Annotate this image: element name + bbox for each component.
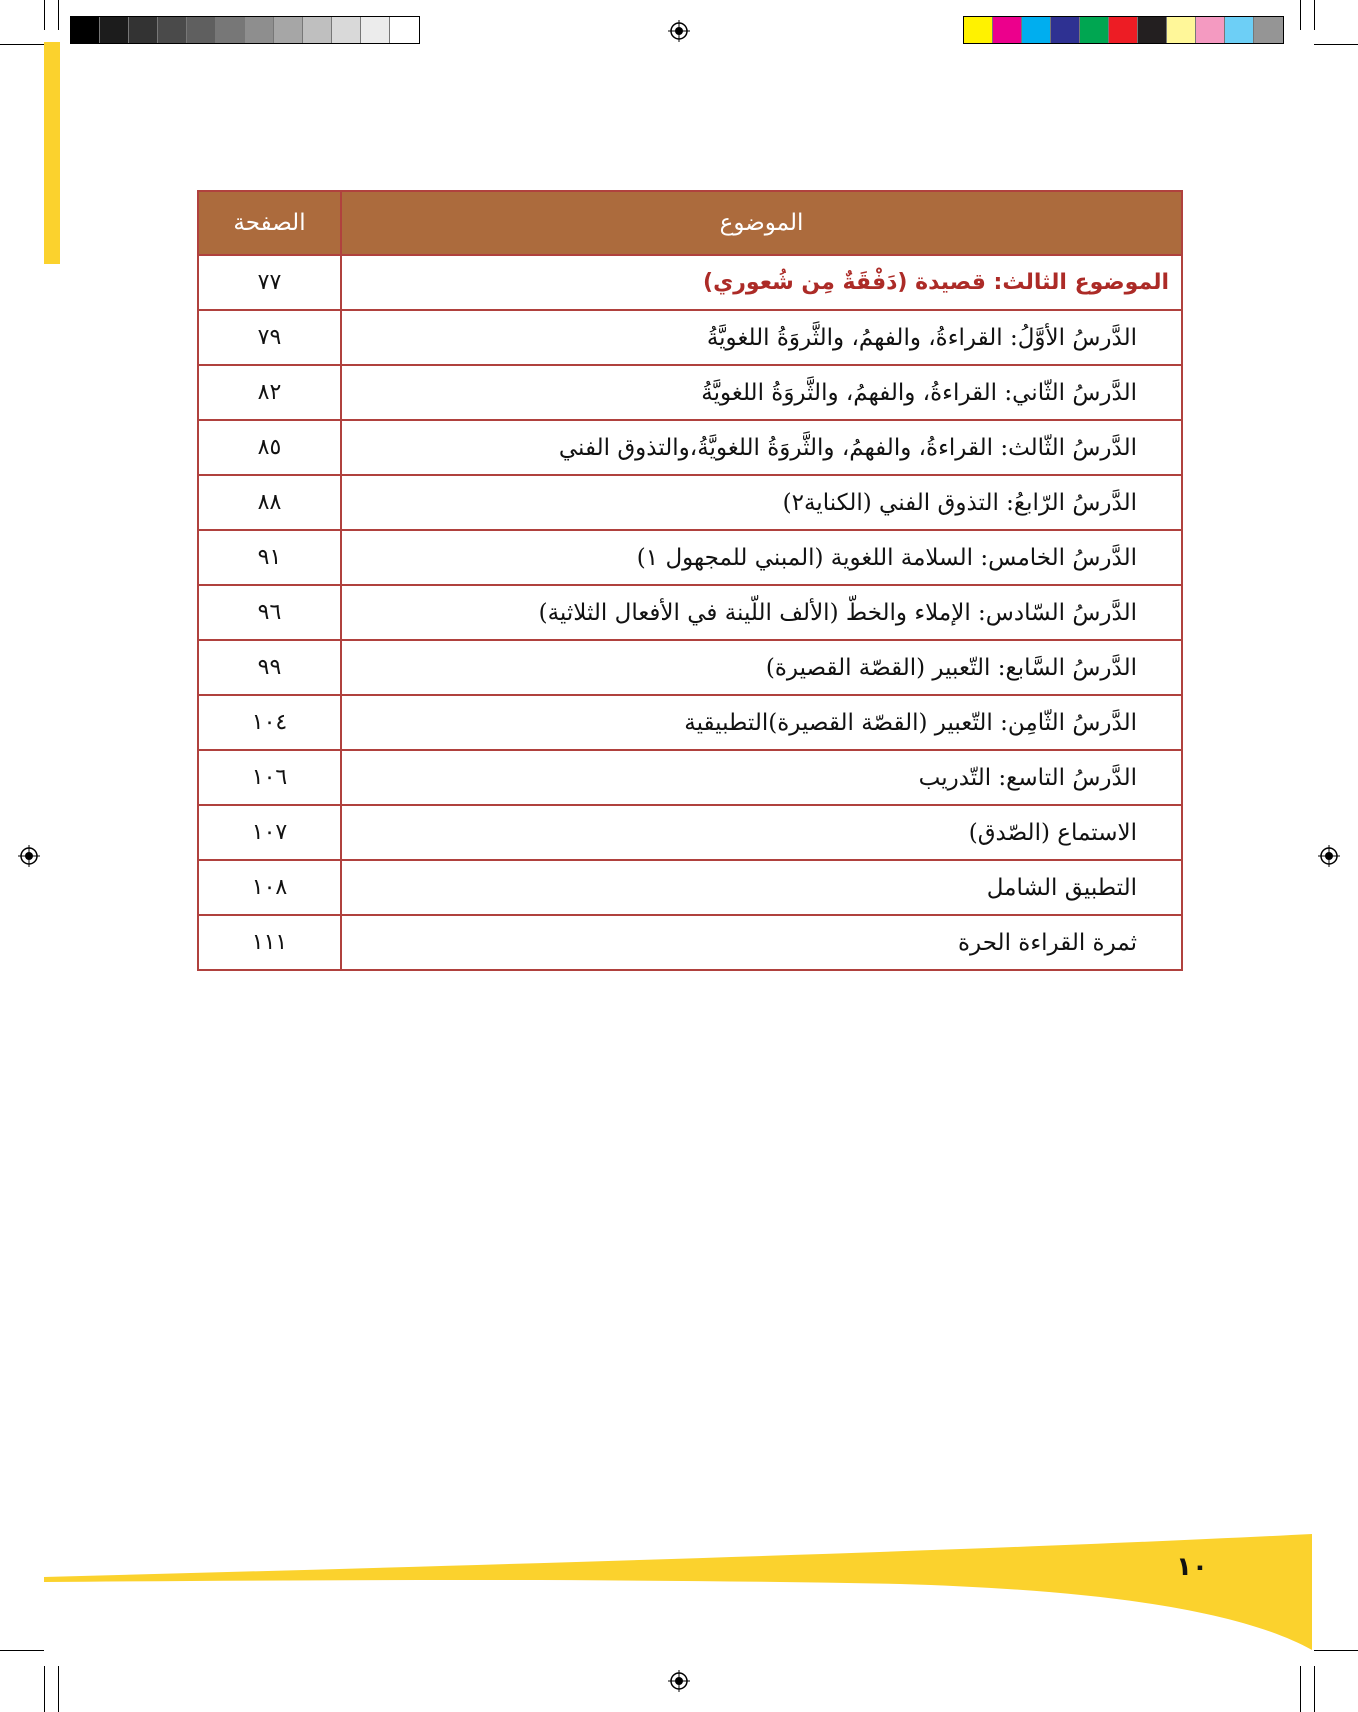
color-swatch: [216, 17, 245, 43]
color-swatch: [1138, 17, 1167, 43]
page-cell: ١١١: [198, 915, 341, 970]
registration-mark-icon: [668, 20, 690, 42]
page-cell: ١٠٦: [198, 750, 341, 805]
registration-mark-icon: [18, 845, 40, 867]
topic-cell: الدَّرسُ السَّابع: التّعبير (القصّة القصيرة): [341, 640, 1182, 695]
grayscale-swatches: [70, 16, 420, 44]
page-cell: ٩٩: [198, 640, 341, 695]
topic-cell: الدَّرسُ التاسع: التّدريب: [341, 750, 1182, 805]
color-swatch: [158, 17, 187, 43]
page-cell: ٩٦: [198, 585, 341, 640]
page-cell: ٩١: [198, 530, 341, 585]
page-cell: ٨٥: [198, 420, 341, 475]
color-swatch: [274, 17, 303, 43]
table-row: [198, 860, 1182, 915]
topic-cell: الدَّرسُ السّادس: الإملاء والخطّ (الألف اللّينة في الأفعال الثلاثية): [341, 585, 1182, 640]
topic-cell: ثمرة القراءة الحرة: [341, 915, 1182, 970]
toc-header-row: [198, 191, 1182, 255]
color-swatches: [963, 16, 1284, 44]
page-cell: ٨٨: [198, 475, 341, 530]
page-cell: ١٠٧: [198, 805, 341, 860]
color-swatch: [245, 17, 274, 43]
color-swatch: [1051, 17, 1080, 43]
crop-mark: [0, 1650, 44, 1651]
topic-cell: الدَّرسُ الثّاني: القراءةُ، والفهمُ، والثَّروَةُ اللغويَّةُ: [341, 365, 1182, 420]
topic-cell: الدَّرسُ الأوَّلُ: القراءةُ، والفهمُ، والثَّروَةُ اللغويَّةُ: [341, 310, 1182, 365]
color-swatch: [187, 17, 216, 43]
topic-cell: الدَّرسُ الثّالث: القراءةُ، والفهمُ، والثَّروَةُ اللغويَّةُ،والتذوق الفني: [341, 420, 1182, 475]
page-cell: ٧٩: [198, 310, 341, 365]
table-of-contents: [197, 190, 1183, 971]
color-swatch: [1225, 17, 1254, 43]
crop-mark: [58, 1666, 59, 1712]
crop-mark: [0, 44, 44, 45]
topic-cell: الدَّرسُ الرّابعُ: التذوق الفني (الكناية٢): [341, 475, 1182, 530]
color-swatch: [129, 17, 158, 43]
color-swatch: [1167, 17, 1196, 43]
page-number: ١٠: [1176, 1552, 1208, 1582]
table-row: [198, 805, 1182, 860]
left-yellow-bar: [44, 42, 60, 264]
page-cell: ٨٢: [198, 365, 341, 420]
color-swatch: [1196, 17, 1225, 43]
color-swatch: [100, 17, 129, 43]
color-swatch: [1080, 17, 1109, 43]
table-row: [198, 365, 1182, 420]
registration-mark-icon: [1318, 845, 1340, 867]
color-swatch: [332, 17, 361, 43]
crop-mark: [1300, 1666, 1301, 1712]
color-swatch: [303, 17, 332, 43]
table-row: [198, 420, 1182, 475]
topic-cell: التطبيق الشامل: [341, 860, 1182, 915]
table-row: [198, 750, 1182, 805]
footer-swoosh: [0, 1520, 1358, 1650]
color-swatch: [1254, 17, 1283, 43]
table-row: [198, 640, 1182, 695]
crop-mark: [44, 0, 45, 30]
table-row: [198, 530, 1182, 585]
crop-mark: [44, 1666, 45, 1712]
topic-cell: الاستماع (الصّدق): [341, 805, 1182, 860]
color-swatch: [390, 17, 419, 43]
color-swatch: [71, 17, 100, 43]
crop-mark: [1314, 1650, 1358, 1651]
crop-mark: [1314, 0, 1315, 30]
table-row: [198, 310, 1182, 365]
color-swatch: [1109, 17, 1138, 43]
page-cell: ١٠٨: [198, 860, 341, 915]
color-swatch: [993, 17, 1022, 43]
color-swatch: [1022, 17, 1051, 43]
color-swatch: [361, 17, 390, 43]
topic-cell: الدَّرسُ الخامس: السلامة اللغوية (المبني للمجهول ١): [341, 530, 1182, 585]
crop-mark: [1314, 1666, 1315, 1712]
table-row: [198, 915, 1182, 970]
crop-mark: [1314, 44, 1358, 45]
topic-cell: الدَّرسُ الثّامِن: التّعبير (القصّة القصيرة)التطبيقية: [341, 695, 1182, 750]
crop-mark: [1300, 0, 1301, 30]
page-cell: ١٠٤: [198, 695, 341, 750]
color-swatch: [964, 17, 993, 43]
crop-mark: [58, 0, 59, 30]
registration-mark-icon: [668, 1670, 690, 1692]
table-row: [198, 585, 1182, 640]
section-title: الموضوع الثالث: قصيدة (دَفْقَةٌ مِن شُعوري): [341, 255, 1182, 310]
header-topic: الموضوع: [341, 191, 1182, 255]
page-cell: ٧٧: [198, 255, 341, 310]
table-row: [198, 255, 1182, 310]
header-page: الصفحة: [198, 191, 341, 255]
table-row: [198, 695, 1182, 750]
table-row: [198, 475, 1182, 530]
